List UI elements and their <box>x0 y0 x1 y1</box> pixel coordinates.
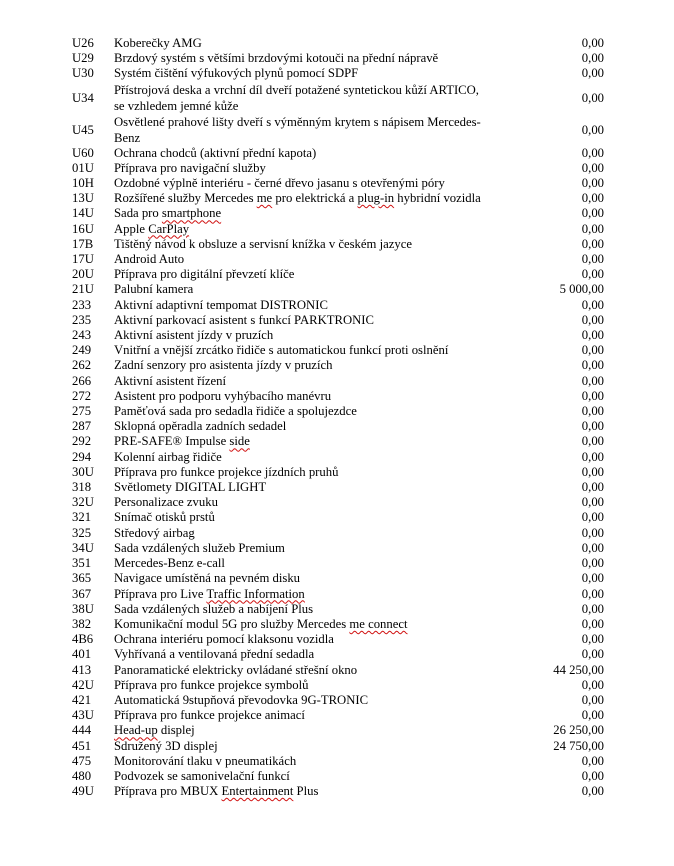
option-code: U60 <box>72 145 94 160</box>
option-price: 0,00 <box>581 176 604 191</box>
option-code: 266 <box>72 373 92 388</box>
table-row <box>72 298 604 313</box>
spellcheck-flagged-word: smartphone <box>161 206 222 221</box>
option-description: Příprava pro funkce projekce symbolů <box>114 677 309 692</box>
table-row <box>72 358 604 373</box>
option-description <box>114 434 524 449</box>
option-code: 421 <box>72 692 92 707</box>
option-description: Středový airbag <box>114 525 195 540</box>
table-row <box>72 161 604 176</box>
equipment-table <box>72 36 604 799</box>
option-code: 401 <box>72 647 92 662</box>
option-price: 0,00 <box>581 556 604 571</box>
option-price: 0,00 <box>581 221 604 236</box>
option-description: Příprava pro funkce projekce jízdních pruhů <box>114 464 339 479</box>
option-price: 0,00 <box>581 449 604 464</box>
spellcheck-flagged-word: Entertainment <box>221 784 294 799</box>
option-description <box>114 191 524 206</box>
option-description: Vnitřní a vnější zrcátko řidiče s automatickou funkcí proti oslnění <box>114 343 449 358</box>
option-code: 243 <box>72 328 92 343</box>
option-code: 34U <box>72 540 94 555</box>
table-row <box>72 632 604 647</box>
option-price: 0,00 <box>581 434 604 449</box>
option-code: 318 <box>72 480 92 495</box>
table-row <box>72 526 604 541</box>
option-description <box>114 114 524 146</box>
option-price: 0,00 <box>581 51 604 66</box>
option-code: 30U <box>72 464 94 479</box>
option-description <box>114 617 524 632</box>
option-description: Sklopná opěradla zadních sedadel <box>114 419 287 434</box>
option-code: 413 <box>72 662 92 677</box>
table-row <box>72 114 604 146</box>
option-description: Aktivní parkovací asistent s funkcí PARKTRONIC <box>114 312 374 327</box>
table-row <box>72 389 604 404</box>
table-row <box>72 206 604 221</box>
table-row <box>72 571 604 586</box>
option-code: 444 <box>72 723 92 738</box>
option-description: Asistent pro podporu vyhýbacího manévru <box>114 388 332 403</box>
option-description: Panoramatické elektricky ovládané střešní okno <box>114 662 358 677</box>
option-price: 0,00 <box>581 343 604 358</box>
spellcheck-flagged-word: Head-up <box>114 723 158 738</box>
option-price: 0,00 <box>581 601 604 616</box>
option-code: 43U <box>72 708 94 723</box>
option-price: 0,00 <box>581 753 604 768</box>
option-price: 0,00 <box>581 312 604 327</box>
option-code: 20U <box>72 267 94 282</box>
option-price: 5 000,00 <box>559 282 604 297</box>
option-description: Příprava pro funkce projekce animací <box>114 708 305 723</box>
option-code: 367 <box>72 586 92 601</box>
table-row <box>72 450 604 465</box>
table-row <box>72 267 604 282</box>
option-description: Kolenní airbag řidiče <box>114 449 222 464</box>
spellcheck-flagged-word: side <box>229 434 250 449</box>
option-price: 0,00 <box>581 122 604 137</box>
option-description: Příprava pro digitální převzetí klíče <box>114 267 295 282</box>
option-description: Vyhřívaná a ventilovaná přední sedadla <box>114 647 315 662</box>
table-row <box>72 82 604 114</box>
option-description: Aktivní asistent řízení <box>114 373 227 388</box>
option-code: 249 <box>72 343 92 358</box>
option-code: 16U <box>72 221 94 236</box>
option-price: 24 750,00 <box>553 738 604 753</box>
equipment-price-list <box>72 36 604 799</box>
table-row <box>72 617 604 632</box>
table-row <box>72 419 604 434</box>
option-description: Příprava pro navigační služby <box>114 160 266 175</box>
option-description <box>114 206 524 221</box>
spellcheck-flagged-word: me <box>256 191 273 206</box>
table-row <box>72 343 604 358</box>
option-code: 42U <box>72 677 94 692</box>
option-description: Ozdobné výplně interiéru - černé dřevo jasanu s otevřenými póry <box>114 176 445 191</box>
option-description <box>114 587 524 602</box>
option-code: 13U <box>72 191 94 206</box>
table-row <box>72 754 604 769</box>
option-price: 0,00 <box>581 510 604 525</box>
option-code: 233 <box>72 297 92 312</box>
option-description-line: Osvětlené prahové lišty dveří s výměnným krytem s nápisem Mercedes- <box>114 114 481 129</box>
option-code: 49U <box>72 784 94 799</box>
option-description-line: se vzhledem jemné kůže <box>114 98 239 113</box>
option-description: Sada vzdálených služeb a nabíjení Plus <box>114 601 314 616</box>
table-row <box>72 282 604 297</box>
option-price: 0,00 <box>581 692 604 707</box>
option-description <box>114 784 524 799</box>
option-description: Monitorování tlaku v pneumatikách <box>114 753 297 768</box>
table-row <box>72 404 604 419</box>
option-description-line: Přístrojová deska a vrchní díl dveří potažené syntetickou kůží ARTICO, <box>114 82 479 97</box>
option-description: Podvozek se samonivelační funkcí <box>114 768 290 783</box>
option-code: 21U <box>72 282 94 297</box>
option-description: Navigace umístěná na pevném disku <box>114 571 301 586</box>
table-row <box>72 374 604 389</box>
option-price: 0,00 <box>581 647 604 662</box>
option-code: 32U <box>72 495 94 510</box>
equipment-table-body <box>72 36 604 799</box>
option-price: 0,00 <box>581 540 604 555</box>
table-row <box>72 191 604 206</box>
option-code: 17B <box>72 236 94 251</box>
option-price: 0,00 <box>581 419 604 434</box>
option-description: Automatická 9stupňová převodovka 9G-TRONIC <box>114 692 369 707</box>
table-row <box>72 541 604 556</box>
option-price: 0,00 <box>581 206 604 221</box>
option-price: 0,00 <box>581 480 604 495</box>
option-price: 0,00 <box>581 90 604 105</box>
option-code: 475 <box>72 753 92 768</box>
option-description: Zadní senzory pro asistenta jízdy v pruzích <box>114 358 333 373</box>
table-row <box>72 723 604 738</box>
table-row <box>72 66 604 81</box>
option-price: 0,00 <box>581 768 604 783</box>
table-row <box>72 663 604 678</box>
option-description: Ochrana interiéru pomocí klaksonu vozidla <box>114 632 334 647</box>
option-description-segment: Komunikační modul 5G pro služby Mercedes <box>114 616 350 631</box>
table-row <box>72 465 604 480</box>
option-code: 325 <box>72 525 92 540</box>
option-description: Koberečky AMG <box>114 36 202 50</box>
table-row <box>72 784 604 799</box>
option-description: Personalizace zvuku <box>114 495 218 510</box>
spellcheck-flagged-word: Traffic Information <box>206 586 305 601</box>
option-code: U30 <box>72 66 94 81</box>
option-description: Mercedes-Benz e-call <box>114 556 225 571</box>
table-row <box>72 313 604 328</box>
option-code: U29 <box>72 51 94 66</box>
table-row <box>72 252 604 267</box>
option-description: Sada vzdálených služeb Premium <box>114 540 285 555</box>
table-row <box>72 237 604 252</box>
option-price: 0,00 <box>581 373 604 388</box>
option-price: 0,00 <box>581 404 604 419</box>
option-price: 0,00 <box>581 708 604 723</box>
option-price: 0,00 <box>581 525 604 540</box>
option-code: 321 <box>72 510 92 525</box>
table-row <box>72 480 604 495</box>
option-description: Paměťová sada pro sedadla řidiče a spolujezdce <box>114 404 357 419</box>
option-description: Ochrana chodců (aktivní přední kapota) <box>114 145 317 160</box>
option-code: 365 <box>72 571 92 586</box>
option-price: 0,00 <box>581 495 604 510</box>
option-price: 0,00 <box>581 616 604 631</box>
table-row <box>72 495 604 510</box>
option-code: 451 <box>72 738 92 753</box>
option-price: 0,00 <box>581 267 604 282</box>
option-description: Brzdový systém s většími brzdovými kotouči na přední nápravě <box>114 51 439 66</box>
option-code: 10H <box>72 176 94 191</box>
option-price: 0,00 <box>581 784 604 799</box>
option-code: 275 <box>72 404 92 419</box>
option-description: Světlomety DIGITAL LIGHT <box>114 480 267 495</box>
table-row <box>72 51 604 66</box>
option-code: 235 <box>72 312 92 327</box>
option-price: 0,00 <box>581 297 604 312</box>
spellcheck-flagged-word: CarPlay <box>148 221 190 236</box>
table-row <box>72 647 604 662</box>
option-code: 262 <box>72 358 92 373</box>
option-price: 0,00 <box>581 252 604 267</box>
spellcheck-flagged-word: me connect <box>349 616 408 631</box>
option-description-segment: Rozšířené služby Mercedes <box>114 191 257 206</box>
option-price: 0,00 <box>581 571 604 586</box>
table-row <box>72 176 604 191</box>
table-row <box>72 587 604 602</box>
table-row <box>72 222 604 237</box>
option-description-segment: Plus <box>293 784 319 799</box>
option-description: Palubní kamera <box>114 282 194 297</box>
option-description-segment: displej <box>157 723 195 738</box>
option-price: 0,00 <box>581 191 604 206</box>
option-code: 4B6 <box>72 632 94 647</box>
option-description <box>114 82 524 114</box>
option-description: Snímač otisků prstů <box>114 510 215 525</box>
table-row <box>72 328 604 343</box>
option-code: 294 <box>72 449 92 464</box>
table-row <box>72 693 604 708</box>
table-row <box>72 739 604 754</box>
option-code: 01U <box>72 160 94 175</box>
table-row <box>72 769 604 784</box>
option-code: U34 <box>72 90 94 105</box>
option-price: 0,00 <box>581 632 604 647</box>
option-price: 0,00 <box>581 236 604 251</box>
option-code: 14U <box>72 206 94 221</box>
spellcheck-flagged-word: plug-in <box>357 191 395 206</box>
option-description-segment: Příprava pro MBUX <box>114 784 222 799</box>
option-code: 287 <box>72 419 92 434</box>
option-price: 44 250,00 <box>553 662 604 677</box>
option-price: 0,00 <box>581 145 604 160</box>
option-description: Tištěný návod k obsluze a servisní knížka v českém jazyce <box>114 236 412 251</box>
table-row <box>72 510 604 525</box>
option-code: 17U <box>72 252 94 267</box>
option-price: 0,00 <box>581 66 604 81</box>
option-description: Sdružený 3D displej <box>114 738 218 753</box>
option-description: Systém čištění výfukových plynů pomocí SDPF <box>114 66 359 81</box>
table-row <box>72 36 604 51</box>
option-price: 0,00 <box>581 464 604 479</box>
option-code: 480 <box>72 768 92 783</box>
table-row <box>72 146 604 161</box>
option-price: 0,00 <box>581 586 604 601</box>
option-code: U26 <box>72 36 94 50</box>
option-description-segment: Apple <box>114 221 149 236</box>
option-price: 0,00 <box>581 677 604 692</box>
table-row <box>72 678 604 693</box>
option-description: Android Auto <box>114 252 185 267</box>
table-row <box>72 434 604 449</box>
table-row <box>72 708 604 723</box>
table-row <box>72 556 604 571</box>
option-price: 0,00 <box>581 36 604 50</box>
option-price: 0,00 <box>581 160 604 175</box>
option-code: 38U <box>72 601 94 616</box>
option-description-segment: Sada pro <box>114 206 162 221</box>
table-row <box>72 602 604 617</box>
option-code: 272 <box>72 388 92 403</box>
option-description-segment: hybridní vozidla <box>394 191 481 206</box>
option-code: U45 <box>72 122 94 137</box>
option-description-line: Benz <box>114 130 141 145</box>
option-description-segment: Příprava pro Live <box>114 586 207 601</box>
option-description-segment: PRE-SAFE® Impulse <box>114 434 230 449</box>
option-description: Aktivní asistent jízdy v pruzích <box>114 328 274 343</box>
option-description-segment: pro elektrická a <box>272 191 358 206</box>
option-description <box>114 723 524 738</box>
option-code: 382 <box>72 616 92 631</box>
option-code: 292 <box>72 434 92 449</box>
option-price: 26 250,00 <box>553 723 604 738</box>
option-description <box>114 222 524 237</box>
option-description: Aktivní adaptivní tempomat DISTRONIC <box>114 297 328 312</box>
option-code: 351 <box>72 556 92 571</box>
option-price: 0,00 <box>581 388 604 403</box>
option-price: 0,00 <box>581 358 604 373</box>
option-price: 0,00 <box>581 328 604 343</box>
